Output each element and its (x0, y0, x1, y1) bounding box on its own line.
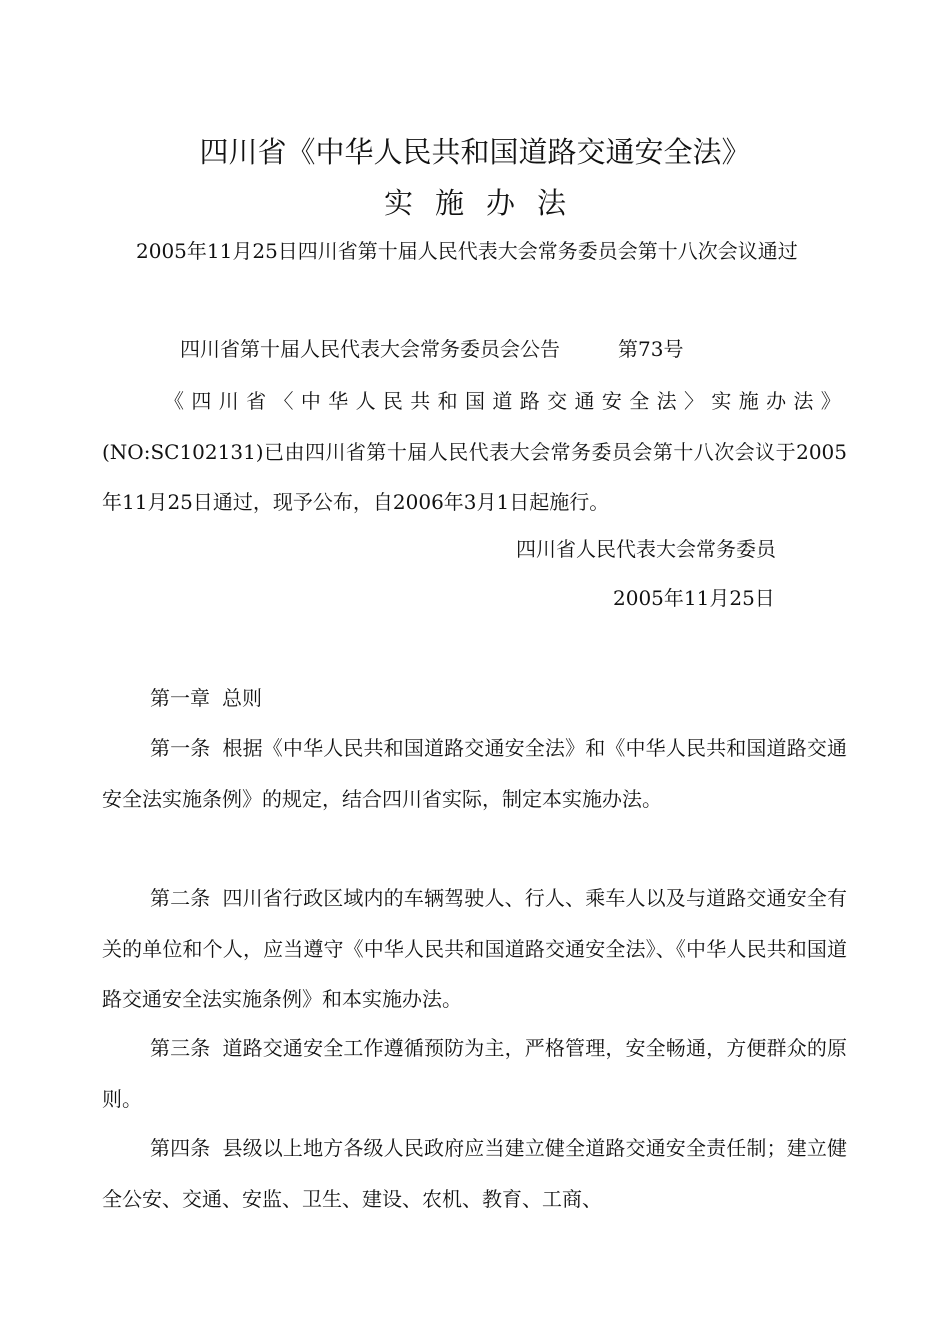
document-title: 四川省《中华人民共和国道路交通安全法》 (199, 135, 751, 169)
article-text: 道路交通安全工作遵循预防为主，严格管理，安全畅通，方便群众的原则。 (102, 1036, 848, 1111)
announcement-issuer: 四川省人民代表大会常务委员 (516, 537, 776, 561)
chapter-number: 第一章 (150, 686, 210, 710)
passed-note: 2005年11月25日四川省第十届人民代表大会常务委员会第十八次会议通过 (136, 239, 798, 263)
article-2 (102, 873, 847, 1025)
chapter-name: 总则 (222, 686, 262, 710)
article-1 (102, 723, 847, 824)
announcement-date: 2005年11月25日 (613, 586, 775, 610)
article-label: 第三条 (150, 1036, 211, 1060)
announcement-header-line (180, 324, 683, 374)
announcement-body-text: (NO:SC102131)已由四川省第十届人民代表大会常务委员会第十八次会议于2005年11月25日通过，现予公布，自2006年3月1日起施行。 (102, 439, 847, 514)
article-text: 根据《中华人民共和国道路交通安全法》和《中华人民共和国道路交通安全法实施条例》的规定，结合四川省实际，制定本实施办法。 (102, 736, 848, 811)
article-label: 第四条 (150, 1136, 211, 1160)
article-label: 第一条 (150, 736, 211, 760)
article-text: 四川省行政区域内的车辆驾驶人、行人、乘车人以及与道路交通安全有关的单位和个人，应当遵守《中华人民共和国道路交通安全法》、《中华人民共和国道路交通安全法实施条例》和本实施办法。 (102, 886, 848, 1011)
article-label: 第二条 (150, 886, 211, 910)
article-3 (102, 1023, 847, 1124)
article-4 (102, 1123, 847, 1224)
chapter-heading (150, 673, 262, 723)
announcement-body (102, 376, 847, 528)
announcement-number: 第73号 (618, 337, 684, 361)
document-subtitle: 实施办法 (383, 186, 588, 220)
announcement-body-title: 《四川省〈中华人民共和国道路交通安全法〉实施办法》 (164, 389, 847, 413)
announcement-header: 四川省第十届人民代表大会常务委员会公告 (180, 337, 560, 361)
article-text: 县级以上地方各级人民政府应当建立健全道路交通安全责任制；建立健全公安、交通、安监、卫生、建设、农机、教育、工商、 (102, 1136, 848, 1211)
